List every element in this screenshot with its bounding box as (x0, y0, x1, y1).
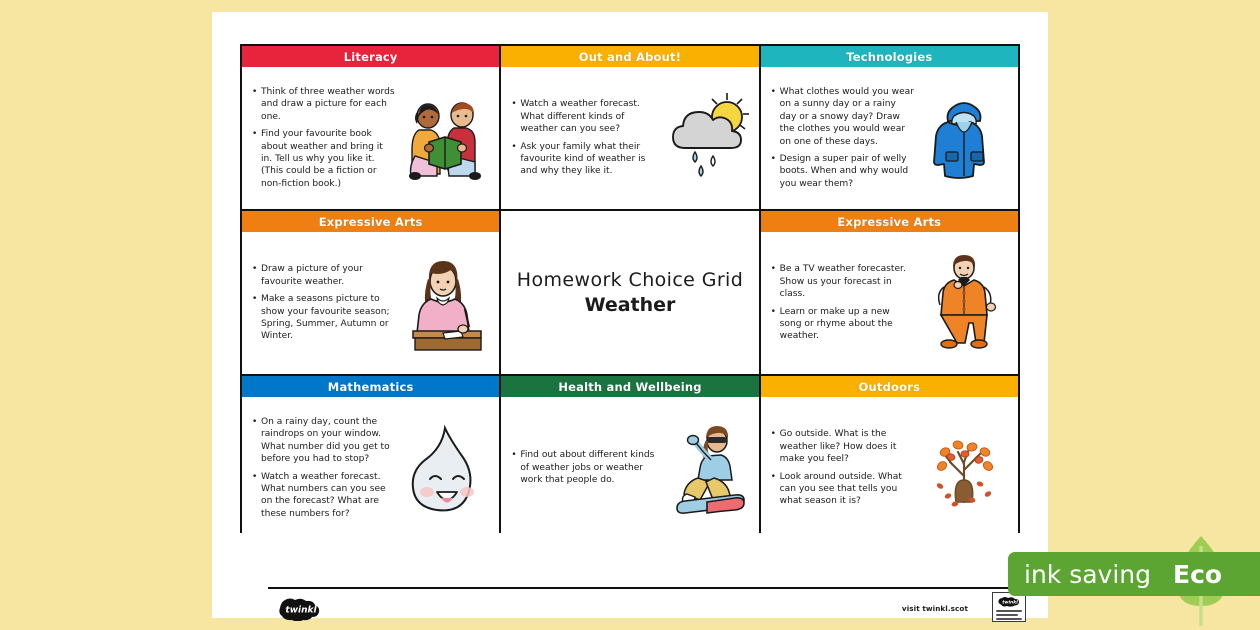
task-list (511, 449, 654, 486)
grid-cell-mathematics[interactable] (242, 376, 499, 539)
task-item (252, 293, 395, 343)
cell-body (761, 67, 1018, 209)
cell-body (761, 232, 1018, 374)
task-text: Learn or make up a new song or rhyme about the weather. (779, 306, 893, 342)
bullet-icon: • (770, 429, 776, 440)
task-text: On a rainy day, count the raindrops on your window. What number did you get to before you had to stop? (261, 416, 390, 465)
task-list (252, 416, 395, 520)
task-text: Find your favourite book about weather and bring it in. Tell us why you like it. (This could be a fiction or non-fiction book.) (261, 129, 383, 189)
task-item (252, 471, 395, 521)
bullet-icon: • (770, 306, 776, 317)
eco-label: Eco (1173, 559, 1223, 589)
task-list (771, 428, 914, 507)
cell-header-technologies (761, 46, 1018, 67)
bullet-icon: • (511, 450, 517, 461)
task-item (771, 306, 914, 343)
bullet-icon: • (252, 264, 258, 275)
ink-saving-eco-badge (1008, 534, 1260, 630)
cell-header-out-and-about (501, 46, 758, 67)
cell-title: Expressive Arts (837, 214, 942, 229)
task-text: Find out about different kinds of weather jobs or weather work that people do. (520, 450, 655, 486)
grid-cell-technologies[interactable] (761, 46, 1018, 209)
cell-body (501, 67, 758, 209)
grid-cell-literacy[interactable] (242, 46, 499, 209)
grid-cell-expressive-arts-left[interactable] (242, 211, 499, 374)
bullet-icon: • (770, 86, 776, 97)
cell-body (242, 397, 499, 539)
task-item (771, 263, 914, 300)
task-text: Draw a picture of your favourite weather. (261, 264, 363, 287)
blue-winter-coat-icon (918, 86, 1010, 190)
task-text: Think of three weather words and draw a picture for each one. (261, 86, 395, 122)
bullet-icon: • (252, 129, 258, 140)
cell-body (242, 67, 499, 209)
homework-choice-grid (240, 44, 1020, 533)
cell-header-literacy (242, 46, 499, 67)
grid-cell-expressive-arts-right[interactable] (761, 211, 1018, 374)
cell-body (501, 397, 758, 539)
worksheet-content (240, 44, 1020, 616)
cell-header-mathematics (242, 376, 499, 397)
cell-header-expressive-arts-right (761, 211, 1018, 232)
task-item (511, 98, 654, 135)
task-item (511, 141, 654, 178)
grid-cell-title (501, 211, 758, 374)
task-item (252, 128, 395, 190)
task-list (252, 86, 395, 190)
task-text: Be a TV weather forecaster. Show us your forecast in class. (779, 264, 906, 300)
grid-cell-out-and-about[interactable] (501, 46, 758, 209)
bullet-icon: • (252, 416, 258, 427)
task-item (771, 86, 914, 148)
task-text: Design a super pair of welly boots. When and why would you wear them? (779, 153, 909, 189)
task-text: Go outside. What is the weather like? How does it make you feel? (779, 429, 897, 465)
cell-body (761, 397, 1018, 539)
cell-title: Health and Wellbeing (558, 379, 702, 394)
cell-header-outdoors (761, 376, 1018, 397)
task-text: Look around outside. What can you see that tells you what season it is? (779, 471, 902, 507)
task-item (771, 153, 914, 190)
task-item (771, 471, 914, 508)
task-item (252, 263, 395, 288)
bullet-icon: • (252, 471, 258, 482)
bullet-icon: • (770, 153, 776, 164)
task-list (252, 263, 395, 342)
grid-cell-outdoors[interactable] (761, 376, 1018, 539)
cell-title: Technologies (846, 49, 933, 64)
grid-cell-health-and-wellbeing[interactable] (501, 376, 758, 539)
svg-text:twinkl: twinkl (285, 605, 317, 616)
grid-title-line-1: Homework Choice Grid (516, 269, 744, 291)
twinkl-logo[interactable] (276, 597, 326, 621)
task-item (771, 428, 914, 465)
page-footer (268, 587, 1048, 627)
bullet-icon: • (511, 99, 517, 110)
bullet-icon: • (770, 264, 776, 275)
task-text: Ask your family what their favourite kind of weather is and why they like it. (520, 141, 646, 177)
task-text: What clothes would you wear on a sunny day or a rainy day or a snowy day? Draw the clothes you would wear on one of these days. (779, 86, 914, 147)
cell-title: Expressive Arts (318, 214, 423, 229)
two-children-reading-book-icon (399, 86, 491, 190)
task-list (511, 98, 654, 177)
cloud-with-sun-and-raindrops-icon (659, 86, 751, 190)
task-item (511, 449, 654, 486)
snowboarder-icon (659, 416, 751, 520)
task-list (771, 86, 914, 190)
bullet-icon: • (252, 86, 258, 97)
tv-weather-presenter-icon (918, 251, 1010, 355)
task-item (252, 416, 395, 466)
autumn-tree-with-falling-leaves-icon (918, 416, 1010, 520)
girl-drawing-at-desk-icon (399, 251, 491, 355)
footer-visit-text[interactable]: visit twinkl.scot (901, 604, 968, 613)
worksheet-page (212, 12, 1048, 618)
grid-title-line-2: Weather (584, 294, 676, 316)
svg-text:twinkl: twinkl (1002, 600, 1018, 606)
task-text: Watch a weather forecast. What different kinds of weather can you see? (520, 99, 640, 135)
cell-title: Mathematics (327, 379, 414, 394)
cell-body (242, 232, 499, 374)
footer-divider (268, 587, 1048, 589)
task-text: Watch a weather forecast. What numbers can you see on the forecast? What are these numbers for? (261, 471, 386, 519)
task-list (771, 263, 914, 342)
smiling-raindrop-icon (399, 416, 491, 520)
task-item (252, 86, 395, 123)
cell-header-expressive-arts-left (242, 211, 499, 232)
cell-title: Out and About! (578, 49, 682, 64)
cell-header-health-and-wellbeing (501, 376, 758, 397)
eco-ink-saving-label: ink saving (1024, 559, 1152, 589)
bullet-icon: • (252, 294, 258, 305)
task-text: Make a seasons picture to show your favourite season; Spring, Summer, Autumn or Winter. (261, 294, 390, 342)
bullet-icon: • (770, 471, 776, 482)
eco-bar (1008, 552, 1260, 596)
bullet-icon: • (511, 141, 517, 152)
cell-title: Outdoors (858, 379, 921, 394)
cell-title: Literacy (343, 49, 398, 64)
